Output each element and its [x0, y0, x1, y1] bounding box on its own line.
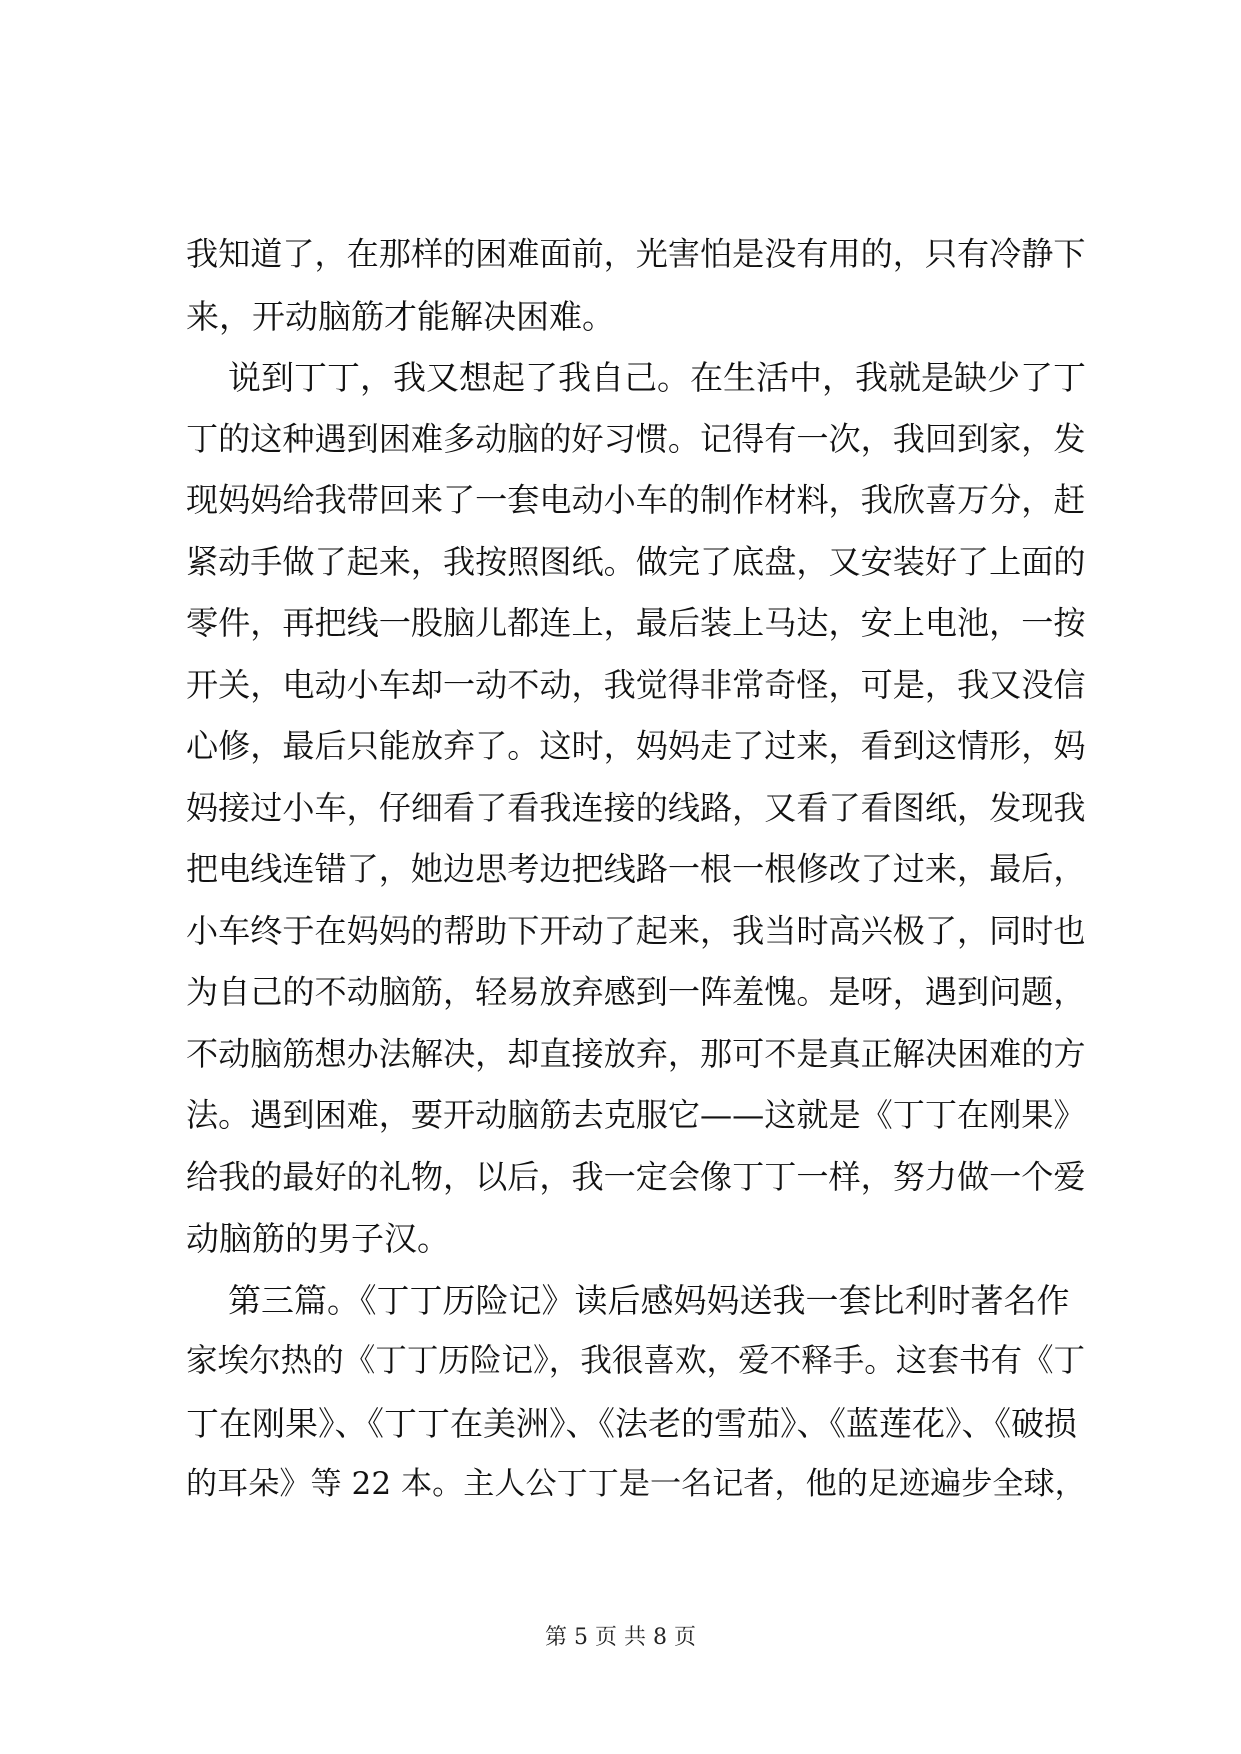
- text-line: 丁的这种遇到困难多动脑的好习惯。记得有一次，我回到家，发: [186, 419, 1086, 458]
- text-line: 紧动手做了起来，我按照图纸。做完了底盘，又安装好了上面的: [186, 542, 1086, 581]
- text-line: 来，开动脑筋才能解决困难。: [186, 296, 615, 336]
- text-line: 现妈妈给我带回来了一套电动小车的制作材料，我欣喜万分，赶: [186, 481, 1086, 519]
- text-line: 小车终于在妈妈的帮助下开动了起来，我当时高兴极了，同时也: [186, 911, 1086, 950]
- text-line: 开关，电动小车却一动不动，我觉得非常奇怪，可是，我又没信: [186, 665, 1086, 704]
- text-line: 不动脑筋想办法解决，却直接放弃，那可不是真正解决困难的方: [186, 1034, 1086, 1073]
- text-line: 零件，再把线一股脑儿都连上，最后装上马达，安上电池，一按: [186, 604, 1086, 642]
- text-line: 说到丁丁，我又想起了我自己。在生活中，我就是缺少了丁: [228, 358, 1086, 397]
- text-line: 把电线连错了，她边思考边把线路一根一根修改了过来，最后，: [186, 850, 1086, 888]
- text-line: 给我的最好的礼物，以后，我一定会像丁丁一样，努力做一个爱: [186, 1157, 1086, 1196]
- text-line: 心修，最后只能放弃了。这时，妈妈走了过来，看到这情形，妈: [186, 727, 1086, 765]
- text-line: 家埃尔热的《丁丁历险记》，我很喜欢，爱不释手。这套书有《丁: [186, 1343, 1086, 1379]
- text-line: 为自己的不动脑筋，轻易放弃感到一阵羞愧。是呀，遇到问题，: [186, 973, 1086, 1011]
- document-body: [186, 224, 1086, 1516]
- text-line: 丁在刚果》、《丁丁在美洲》、《法老的雪茄》、《蓝莲花》、《破损: [186, 1403, 1077, 1443]
- text-line: 法。遇到困难，要开动脑筋去克服它——这就是《丁丁在刚果》: [186, 1096, 1086, 1134]
- text-line: 我知道了，在那样的困难面前，光害怕是没有用的，只有冷静下: [186, 235, 1086, 273]
- text-line: 的耳朵》等 22 本。主人公丁丁是一名记者，他的足迹遍步全球，: [186, 1466, 1086, 1502]
- text-line: 动脑筋的男子汉。: [186, 1219, 450, 1258]
- text-line: 妈接过小车，仔细看了看我连接的线路，又看了看图纸，发现我: [186, 788, 1086, 827]
- page-footer: 第 5 页 共 8 页: [545, 1625, 696, 1650]
- text-line: 第三篇。《丁丁历险记》读后感妈妈送我一套比利时著名作: [228, 1280, 1070, 1320]
